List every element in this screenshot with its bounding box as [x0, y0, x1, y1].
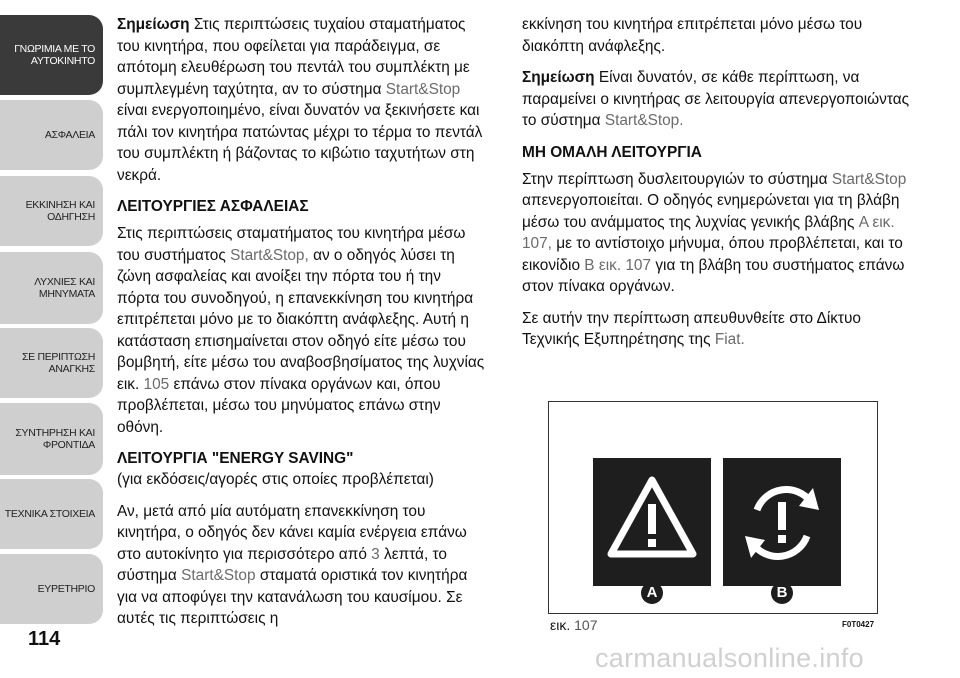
tab-maintenance-care[interactable]: [0, 403, 103, 475]
text-run: Σε αυτήν την περίπτωση απευθυνθείτε στο Δίκτυο Τεχνικής Εξυπηρέτησης της: [522, 309, 861, 348]
section-heading-safety: ΛΕΙΤΟΥΡΓΙΕΣ ΑΣΦΑΛΕΙΑΣ: [117, 198, 309, 215]
figure-ref: 105: [143, 375, 170, 393]
tab-label-line2: ΦΡΟΝΤΙΔΑ: [42, 439, 95, 451]
number-ref: 3: [371, 545, 380, 563]
tab-index[interactable]: [0, 554, 103, 624]
tab-label-line1: ΣΕ ΠΕΡΙΠΤΩΣΗ: [21, 351, 95, 363]
figure-ref: B εικ. 107: [584, 256, 652, 274]
tab-label-line1: ΑΣΦΑΛΕΙΑ: [44, 129, 95, 141]
text-run: με το αντίστοιχο μήνυμα, όπου προβλέπεται, και το εικονίδιο: [522, 235, 903, 274]
text-run: αν ο οδηγός λύσει τη ζώνη ασφαλείας και ανοίξει την πόρτα του ή την πόρτα του συνοδηγού, η επανεκκίνηση του κινητήρα επιτρέπεται μόνο με το διακόπτη ανάφλεξης. Αυτή η κατάσταση επισημαίνεται στον οδηγό είτε μέσω του βομβητή, είτε μέσω του αναβοσβησίματος της λυχνίας εικ.: [117, 246, 485, 393]
note-label: Σημείωση: [117, 16, 190, 33]
tab-label-line2: ΑΝΑΓΚΗΣ: [48, 363, 95, 375]
text-run: Στις περιπτώσεις σταματήματος του κινητήρα μέσω του συστήματος: [117, 225, 466, 264]
tab-label-line1: ΕΥΡΕΤΗΡΙΟ: [37, 583, 95, 595]
start-stop-failure-icon: [723, 458, 841, 586]
system-ref: Start&Stop: [181, 567, 256, 584]
energy-paragraph: [117, 501, 487, 630]
watermark: carmanualsonline.info: [595, 643, 864, 673]
note-text-cont: είναι ενεργοποιημένο, είναι δυνατόν να ξεκινήσετε και πάλι τον κινητήρα πατώντας μέχρι το τέρμα το πεντάλ του συμπλέκτη ή βάζοντας το κιβώτιο ταχυτήτων στη νεκρά.: [117, 102, 483, 184]
system-ref: Start&Stop.: [604, 112, 684, 129]
tab-getting-to-know[interactable]: [0, 15, 103, 95]
continuation-paragraph: εκκίνηση του κινητήρα επιτρέπεται μόνο μέσω του διακόπτη ανάφλεξης.: [522, 16, 863, 55]
brand-ref: Fiat.: [714, 331, 745, 348]
note-paragraph: [522, 67, 922, 132]
note-paragraph: [117, 14, 487, 186]
tab-label-line1: ΣΥΝΤΗΡΗΣΗ ΚΑΙ: [15, 427, 95, 439]
figure-caption: [550, 617, 598, 633]
section-heading-energy-saving: ΛΕΙΤΟΥΡΓΙΑ "ENERGY SAVING": [117, 450, 354, 467]
system-ref: Start&Stop: [385, 80, 461, 98]
figure-code: F0T0427: [842, 620, 875, 629]
note-label: Σημείωση: [522, 69, 595, 86]
section-heading-malfunction: ΜΗ ΟΜΑΛΗ ΛΕΙΤΟΥΡΓΙΑ: [522, 143, 702, 161]
tab-safety[interactable]: [0, 100, 103, 170]
figure-ref: A εικ. 107,: [522, 213, 895, 252]
tab-label-line1: ΕΚΚΙΝΗΣΗ ΚΑΙ: [25, 199, 95, 211]
general-failure-warning-light: [593, 458, 711, 586]
right-column: [522, 14, 922, 361]
tab-technical-data[interactable]: [0, 479, 103, 549]
tab-label-line2: ΟΔΗΓΗΣΗ: [47, 211, 95, 223]
text-run: Είναι δυνατόν, σε κάθε περίπτωση, να παραμείνει ο κινητήρας σε λειτουργία απενεργοποιώντας το σύστημα: [522, 69, 910, 129]
text-run: επάνω στον πίνακα οργάνων και, όπου προβλέπεται, μέσω του μηνύματος επάνω στην οθόνη.: [117, 375, 441, 436]
tab-lights-messages[interactable]: [0, 252, 103, 324]
tab-label-line1: ΓΝΩΡΙΜΙΑ ΜΕ ΤΟ: [14, 43, 95, 55]
figure-caption-number: 107: [574, 617, 598, 633]
start-stop-failure-icon-tile: [723, 458, 841, 586]
tab-starting-driving[interactable]: [0, 176, 103, 246]
section-subheading: (για εκδόσεις/αγορές στις οποίες προβλέπεται): [117, 471, 434, 488]
safety-paragraph: [117, 223, 487, 438]
callout-b: B: [771, 582, 793, 604]
text-run: απενεργοποιείται. Ο οδηγός ενημερώνεται για τη βλάβη μέσω του ανάμματος της λυχνίας γενικής βλάβης: [522, 192, 900, 231]
service-paragraph: [522, 308, 922, 351]
left-column: [117, 14, 487, 640]
tab-label-line1: ΤΕΧΝΙΚΑ ΣΤΟΙΧΕΙΑ: [4, 508, 95, 520]
text-run: σταματά οριστικά τον κινητήρα για να αποφύγει την κατανάλωση του καυσίμου. Σε αυτές τις περιπτώσεις η: [117, 567, 468, 627]
text-run: λεπτά, το σύστημα: [117, 545, 447, 584]
tab-label-line1: ΛΥΧΝΙΕΣ ΚΑΙ: [34, 276, 95, 288]
system-ref: Start&Stop: [831, 170, 907, 188]
tab-label-line2: ΜΗΝΥΜΑΤΑ: [38, 288, 95, 300]
tab-label-line2: ΑΥΤΟΚΙΝΗΤΟ: [30, 55, 95, 67]
figure-107: [548, 401, 878, 614]
text-run: Αν, μετά από μία αυτόματη επανεκκίνηση του κινητήρα, ο οδηγός δεν κάνει καμία ενέργεια επάνω στο αυτοκίνητο για περισσότερο από: [117, 502, 467, 563]
tab-emergency[interactable]: [0, 328, 103, 398]
system-ref: Start&Stop,: [230, 246, 309, 264]
figure-caption-label: εικ.: [550, 617, 571, 633]
callout-a: A: [641, 582, 663, 604]
text-run: για τη βλάβη του συστήματος επάνω στον πίνακα οργάνων.: [522, 256, 905, 295]
chapter-sidebar: [0, 0, 103, 678]
page-number: 114: [28, 628, 61, 650]
warning-triangle-icon: [593, 458, 711, 586]
text-run: Στην περίπτωση δυσλειτουργιών το σύστημα: [522, 170, 828, 188]
malfunction-paragraph: [522, 169, 922, 298]
note-text: Στις περιπτώσεις τυχαίου σταματήματος του κινητήρα, που οφείλεται για παράδειγμα, σε απότομη ελευθέρωση του πεντάλ του συμπλέκτη με συμπλεγμένη ταχύτητα, αν το σύστημα: [117, 16, 470, 98]
